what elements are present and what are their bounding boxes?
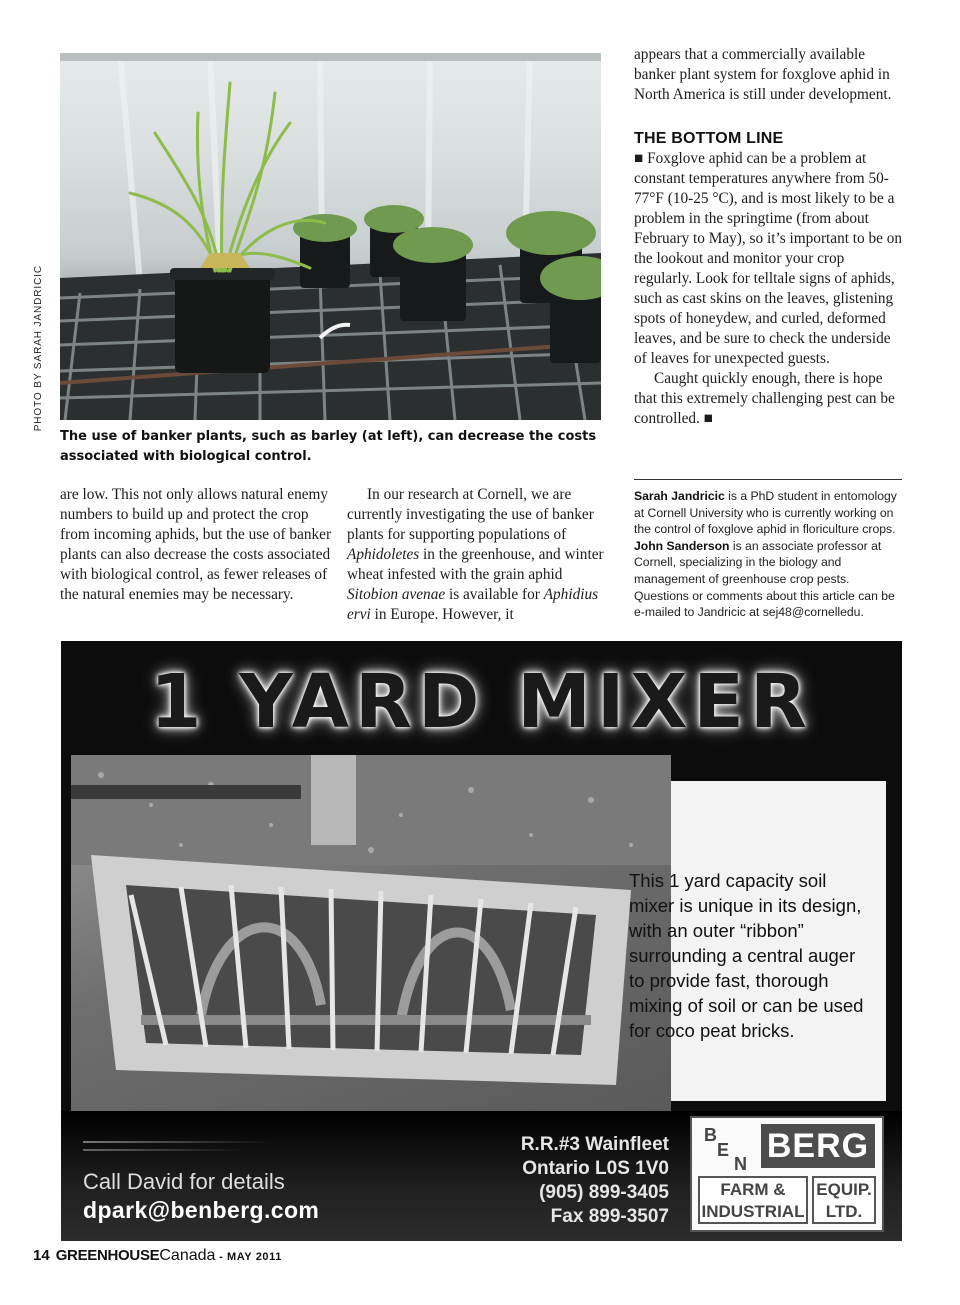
ad-email: dpark@benberg.com <box>83 1197 320 1223</box>
logo-equip-line-2: LTD. <box>825 1202 863 1221</box>
left-paragraph: are low. This not only allows natural enemy numbers to build up and protect the crop from incoming aphids, but the use of banker plants can also decrease the costs associated with biological control, as fewer releases of the natural enemies may be necessary. <box>60 486 332 603</box>
address-line-2: Ontario L0S 1V0 <box>522 1158 669 1179</box>
middle-text-4: in Europe. However, it <box>370 606 514 623</box>
logo-berg: BERG <box>761 1124 875 1168</box>
ad-call-text: Call David for details <box>83 1169 285 1194</box>
logo-letter-e: E <box>717 1140 730 1160</box>
footer-separator: - <box>215 1251 227 1263</box>
bottom-line-text-1: Foxglove aphid can be a problem at constant temperatures anywhere from 50-77°F (10-25 °C), and is most likely to be a problem in the springtime (from about February to May), so it’s important to be on the lookout and monitor your crop regularly. Look for telltale signs of aphids, such as cast skins on the leaves, glistening spots of honeydew, and curled, deformed leaves, and be sure to check the underside of leaves for unexpected guests. <box>634 150 903 367</box>
author-bio-text-1: is a PhD student in entomology at Cornell University who is currently working on the control of foxglove aphid in floriculture crops. <box>634 489 897 537</box>
article-column-middle <box>347 485 609 625</box>
issue-date: MAY 2011 <box>227 1251 282 1263</box>
article-column-right <box>634 45 906 429</box>
magazine-name-greenhouse: GREENHOUSE <box>55 1247 160 1264</box>
mixer-photo <box>71 755 671 1111</box>
middle-text-2: in the greenhouse, and winter wheat infested with the grain aphid <box>347 546 604 583</box>
address-fax: Fax 899-3507 <box>550 1206 669 1227</box>
bio-divider <box>634 479 902 480</box>
middle-text-1: In our research at Cornell, we are currently investigating the use of banker plants for supporting populations of <box>347 486 594 543</box>
middle-paragraph <box>347 485 609 625</box>
ad-address <box>521 1133 669 1229</box>
logo-equip-line-1: EQUIP. <box>816 1180 872 1199</box>
middle-text-3: is available for <box>445 586 544 603</box>
decorative-streak <box>83 1149 243 1151</box>
logo-letter-b: B <box>704 1125 717 1145</box>
banker-plants-photo <box>60 53 601 420</box>
bullet-square-icon: ■ <box>634 150 644 167</box>
decorative-streak <box>83 1141 273 1143</box>
logo-letter-n: N <box>734 1154 747 1174</box>
bottom-line-paragraph-2 <box>634 369 906 429</box>
species-aphidius: Aphidius ervi <box>347 586 599 623</box>
species-aphidoletes: Aphidoletes <box>347 546 420 563</box>
bottom-line-paragraph-1 <box>634 149 906 369</box>
article-column-left <box>60 485 335 605</box>
photo-caption: The use of banker plants, such as barley (at left), can decrease the costs associated with biological control. <box>60 429 597 464</box>
page-footer <box>33 1247 282 1265</box>
photo-credit <box>33 265 53 432</box>
logo-equip-ltd <box>812 1176 876 1224</box>
logo-farm-line-1: FARM & <box>720 1180 786 1199</box>
species-sitobion: Sitobion avenae <box>347 586 446 603</box>
bottom-line-text-2: Caught quickly enough, there is hope that this extremely challenging pest can be controlled. <box>634 370 895 427</box>
logo-farm-industrial <box>698 1176 808 1224</box>
section-heading-bottom-line: THE BOTTOM LINE <box>634 130 784 147</box>
ad-description: This 1 yard capacity soil mixer is unique in its design, with an outer “ribbon” surrounding a central auger to provide fast, thorough mixing of soil or can be used for coco peat bricks. <box>629 870 864 1041</box>
right-intro: appears that a commercially available banker plant system for foxglove aphid in North America is still under development. <box>634 46 892 103</box>
page-number: 14 <box>33 1247 50 1264</box>
address-line-1: R.R.#3 Wainfleet <box>520 1134 669 1155</box>
author-name-2: John Sanderson <box>634 538 730 553</box>
author-bio-text-2: is an associate professor at Cornell, specializing in the biology and management of greenhouse crop pests. Questions or comments about this article can be e-mailed to Jandricic at sej48@cornelledu. <box>634 538 895 620</box>
author-name-1: Sarah Jandricic <box>634 489 725 503</box>
ad-title: 1 YARD MIXER <box>150 659 813 745</box>
address-phone: (905) 899-3405 <box>539 1182 669 1203</box>
author-bio <box>634 488 906 621</box>
magazine-name-canada: Canada <box>159 1247 216 1264</box>
mixer-advertisement <box>61 641 902 1241</box>
ben-berg-logo <box>690 1116 884 1232</box>
photo-credit-text: PHOTO BY SARAH JANDRICIC <box>33 265 44 432</box>
logo-farm-line-2: INDUSTRIAL <box>701 1202 805 1221</box>
end-mark-square-icon: ■ <box>703 410 713 427</box>
